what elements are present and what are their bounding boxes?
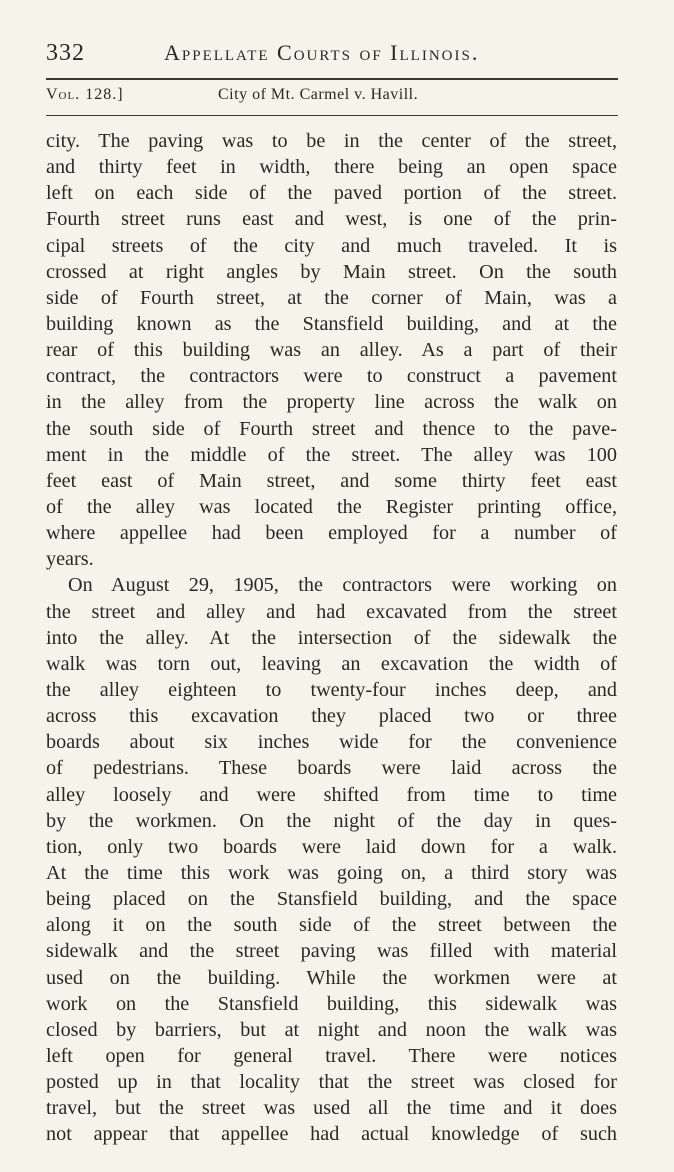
text-line: building known as the Stansfield building, and at the	[46, 312, 617, 335]
text-line: city. The paving was to be in the center of the street,	[46, 130, 617, 152]
paragraph-start-line: On August 29, 1905, the contractors were working on	[68, 574, 617, 597]
text-line: not appear that appellee had actual knowledge of such	[46, 1123, 617, 1146]
text-line: along it on the south side of the street between the	[46, 914, 617, 937]
body-text	[46, 128, 617, 1147]
page-number: 332	[46, 40, 85, 66]
text-line: ment in the middle of the street. The alley was 100	[46, 443, 617, 466]
text-line: rear of this building was an alley. As a part of their	[46, 339, 617, 362]
text-line: in the alley from the property line across the walk on	[46, 391, 617, 414]
text-line: tion, only two boards were laid down for a walk.	[46, 835, 617, 858]
text-line: posted up in that locality that the street was closed for	[46, 1071, 617, 1094]
header-rule	[46, 78, 618, 80]
paragraph-end-line: years.	[46, 548, 94, 571]
text-line: walk was torn out, leaving an excavation the width of	[46, 652, 617, 675]
text-line: crossed at right angles by Main street. On the south	[46, 260, 617, 283]
volume-label: Vol. 128.]	[46, 86, 124, 103]
text-line: left open for general travel. There were notices	[46, 1044, 617, 1067]
text-line: and thirty feet in width, there being an open space	[46, 156, 617, 179]
text-line: travel, but the street was used all the time and it does	[46, 1097, 617, 1120]
text-line: into the alley. At the intersection of the sidewalk the	[46, 626, 617, 649]
text-line: being placed on the Stansfield building, and the space	[46, 888, 617, 911]
text-line: across this excavation they placed two or three	[46, 705, 617, 728]
text-line: of pedestrians. These boards were laid across the	[46, 757, 617, 780]
case-subheader	[46, 86, 618, 110]
text-line: contract, the contractors were to construct a pavement	[46, 365, 617, 388]
running-title: Appellate Courts of Illinois.	[164, 40, 480, 65]
text-line: left on each side of the paved portion of the street.	[46, 182, 617, 205]
text-line: the south side of Fourth street and thence to the pave-	[46, 417, 617, 440]
text-line: where appellee had been employed for a number of	[46, 522, 617, 545]
text-line: the street and alley and had excavated from the street	[46, 600, 617, 623]
text-line: of the alley was located the Register printing office,	[46, 495, 617, 518]
text-line: feet east of Main street, and some thirty feet east	[46, 469, 617, 492]
text-line: closed by barriers, but at night and noon the walk was	[46, 1018, 617, 1041]
text-line: sidewalk and the street paving was filled with material	[46, 940, 617, 963]
page-header	[46, 40, 618, 74]
text-line: boards about six inches wide for the convenience	[46, 731, 617, 754]
text-line: by the workmen. On the night of the day in ques-	[46, 809, 617, 832]
text-line: the alley eighteen to twenty-four inches deep, and	[46, 678, 617, 701]
subheader-rule	[46, 115, 618, 116]
text-line: Fourth street runs east and west, is one of the prin-	[46, 208, 617, 231]
text-line: cipal streets of the city and much traveled. It is	[46, 234, 617, 257]
text-line: alley loosely and were shifted from time to time	[46, 783, 617, 806]
text-line: used on the building. While the workmen were at	[46, 966, 617, 989]
text-line: side of Fourth street, at the corner of Main, was a	[46, 286, 617, 309]
text-line: At the time this work was going on, a third story was	[46, 861, 617, 884]
text-line: work on the Stansfield building, this sidewalk was	[46, 992, 617, 1015]
case-name: City of Mt. Carmel v. Havill.	[218, 86, 419, 103]
